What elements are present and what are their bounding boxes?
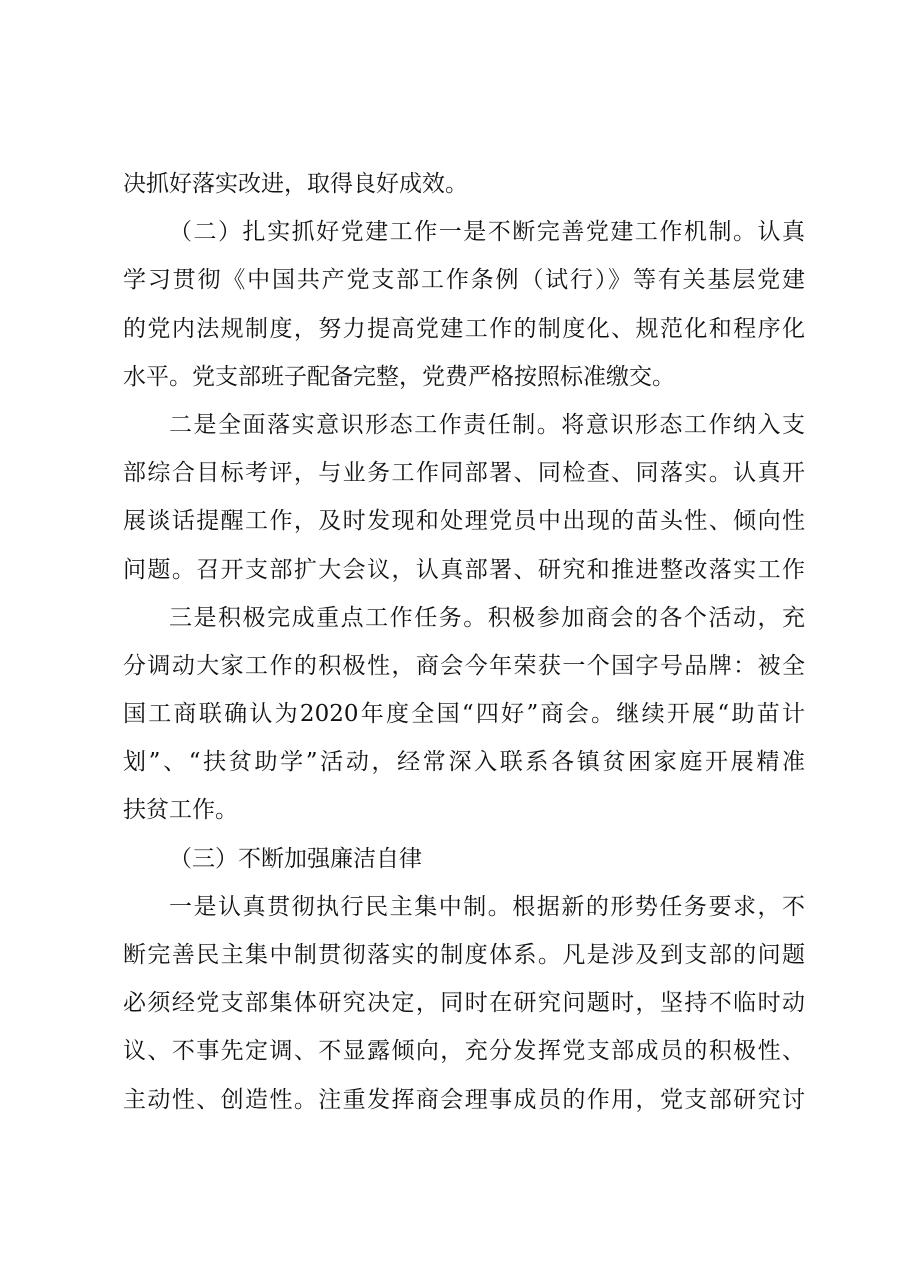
document-line: 展谈话提醒工作，及时发现和处理党员中出现的苗头性、倾向性 xyxy=(123,508,805,535)
document-line: （二）扎实抓好党建工作一是不断完善党建工作机制。认真 xyxy=(169,219,805,246)
document-line: 断完善民主集中制贯彻落实的制度体系。凡是涉及到支部的问题 xyxy=(123,942,805,968)
document-line: 的党内法规制度，努力提高党建工作的制度化、规范化和程序化 xyxy=(123,315,805,342)
document-line: 主动性、创造性。注重发挥商会理事成员的作用，党支部研究讨 xyxy=(123,1086,805,1113)
document-body xyxy=(123,160,805,1124)
document-line: （三）不断加强廉洁自律 xyxy=(169,845,422,872)
document-line: 必须经党支部集体研究决定，同时在研究问题时，坚持不临时动 xyxy=(123,990,805,1017)
document-line: 划”、“扶贫助学”活动，经常深入联系各镇贫困家庭开展精准 xyxy=(123,749,805,776)
document-line: 一是认真贯彻执行民主集中制。根据新的形势任务要求，不 xyxy=(169,893,805,920)
document-line: 学习贯彻《中国共产党支部工作条例（试行）》等有关基层党建 xyxy=(123,267,805,294)
document-line: 国工商联确认为2020年度全国“四好”商会。继续开展“助苗计 xyxy=(123,701,805,728)
document-line: 三是积极完成重点工作任务。积极参加商会的各个活动，充 xyxy=(169,604,805,631)
document-line: 决抓好落实改进，取得良好成效。 xyxy=(123,171,468,197)
document-line: 扶贫工作。 xyxy=(123,797,238,824)
document-line: 部综合目标考评，与业务工作同部署、同检查、同落实。认真开 xyxy=(123,460,805,487)
document-line: 水平。党支部班子配备完整，党费严格按照标准缴交。 xyxy=(123,363,675,390)
document-line: 分调动大家工作的积极性，商会今年荣获一个国字号品牌：被全 xyxy=(123,652,805,679)
document-line: 议、不事先定调、不显露倾向，充分发挥党支部成员的积极性、 xyxy=(123,1038,805,1065)
document-line: 二是全面落实意识形态工作责任制。将意识形态工作纳入支 xyxy=(169,411,805,438)
document-line: 问题。召开支部扩大会议，认真部署、研究和推进整改落实工作 xyxy=(123,556,805,583)
